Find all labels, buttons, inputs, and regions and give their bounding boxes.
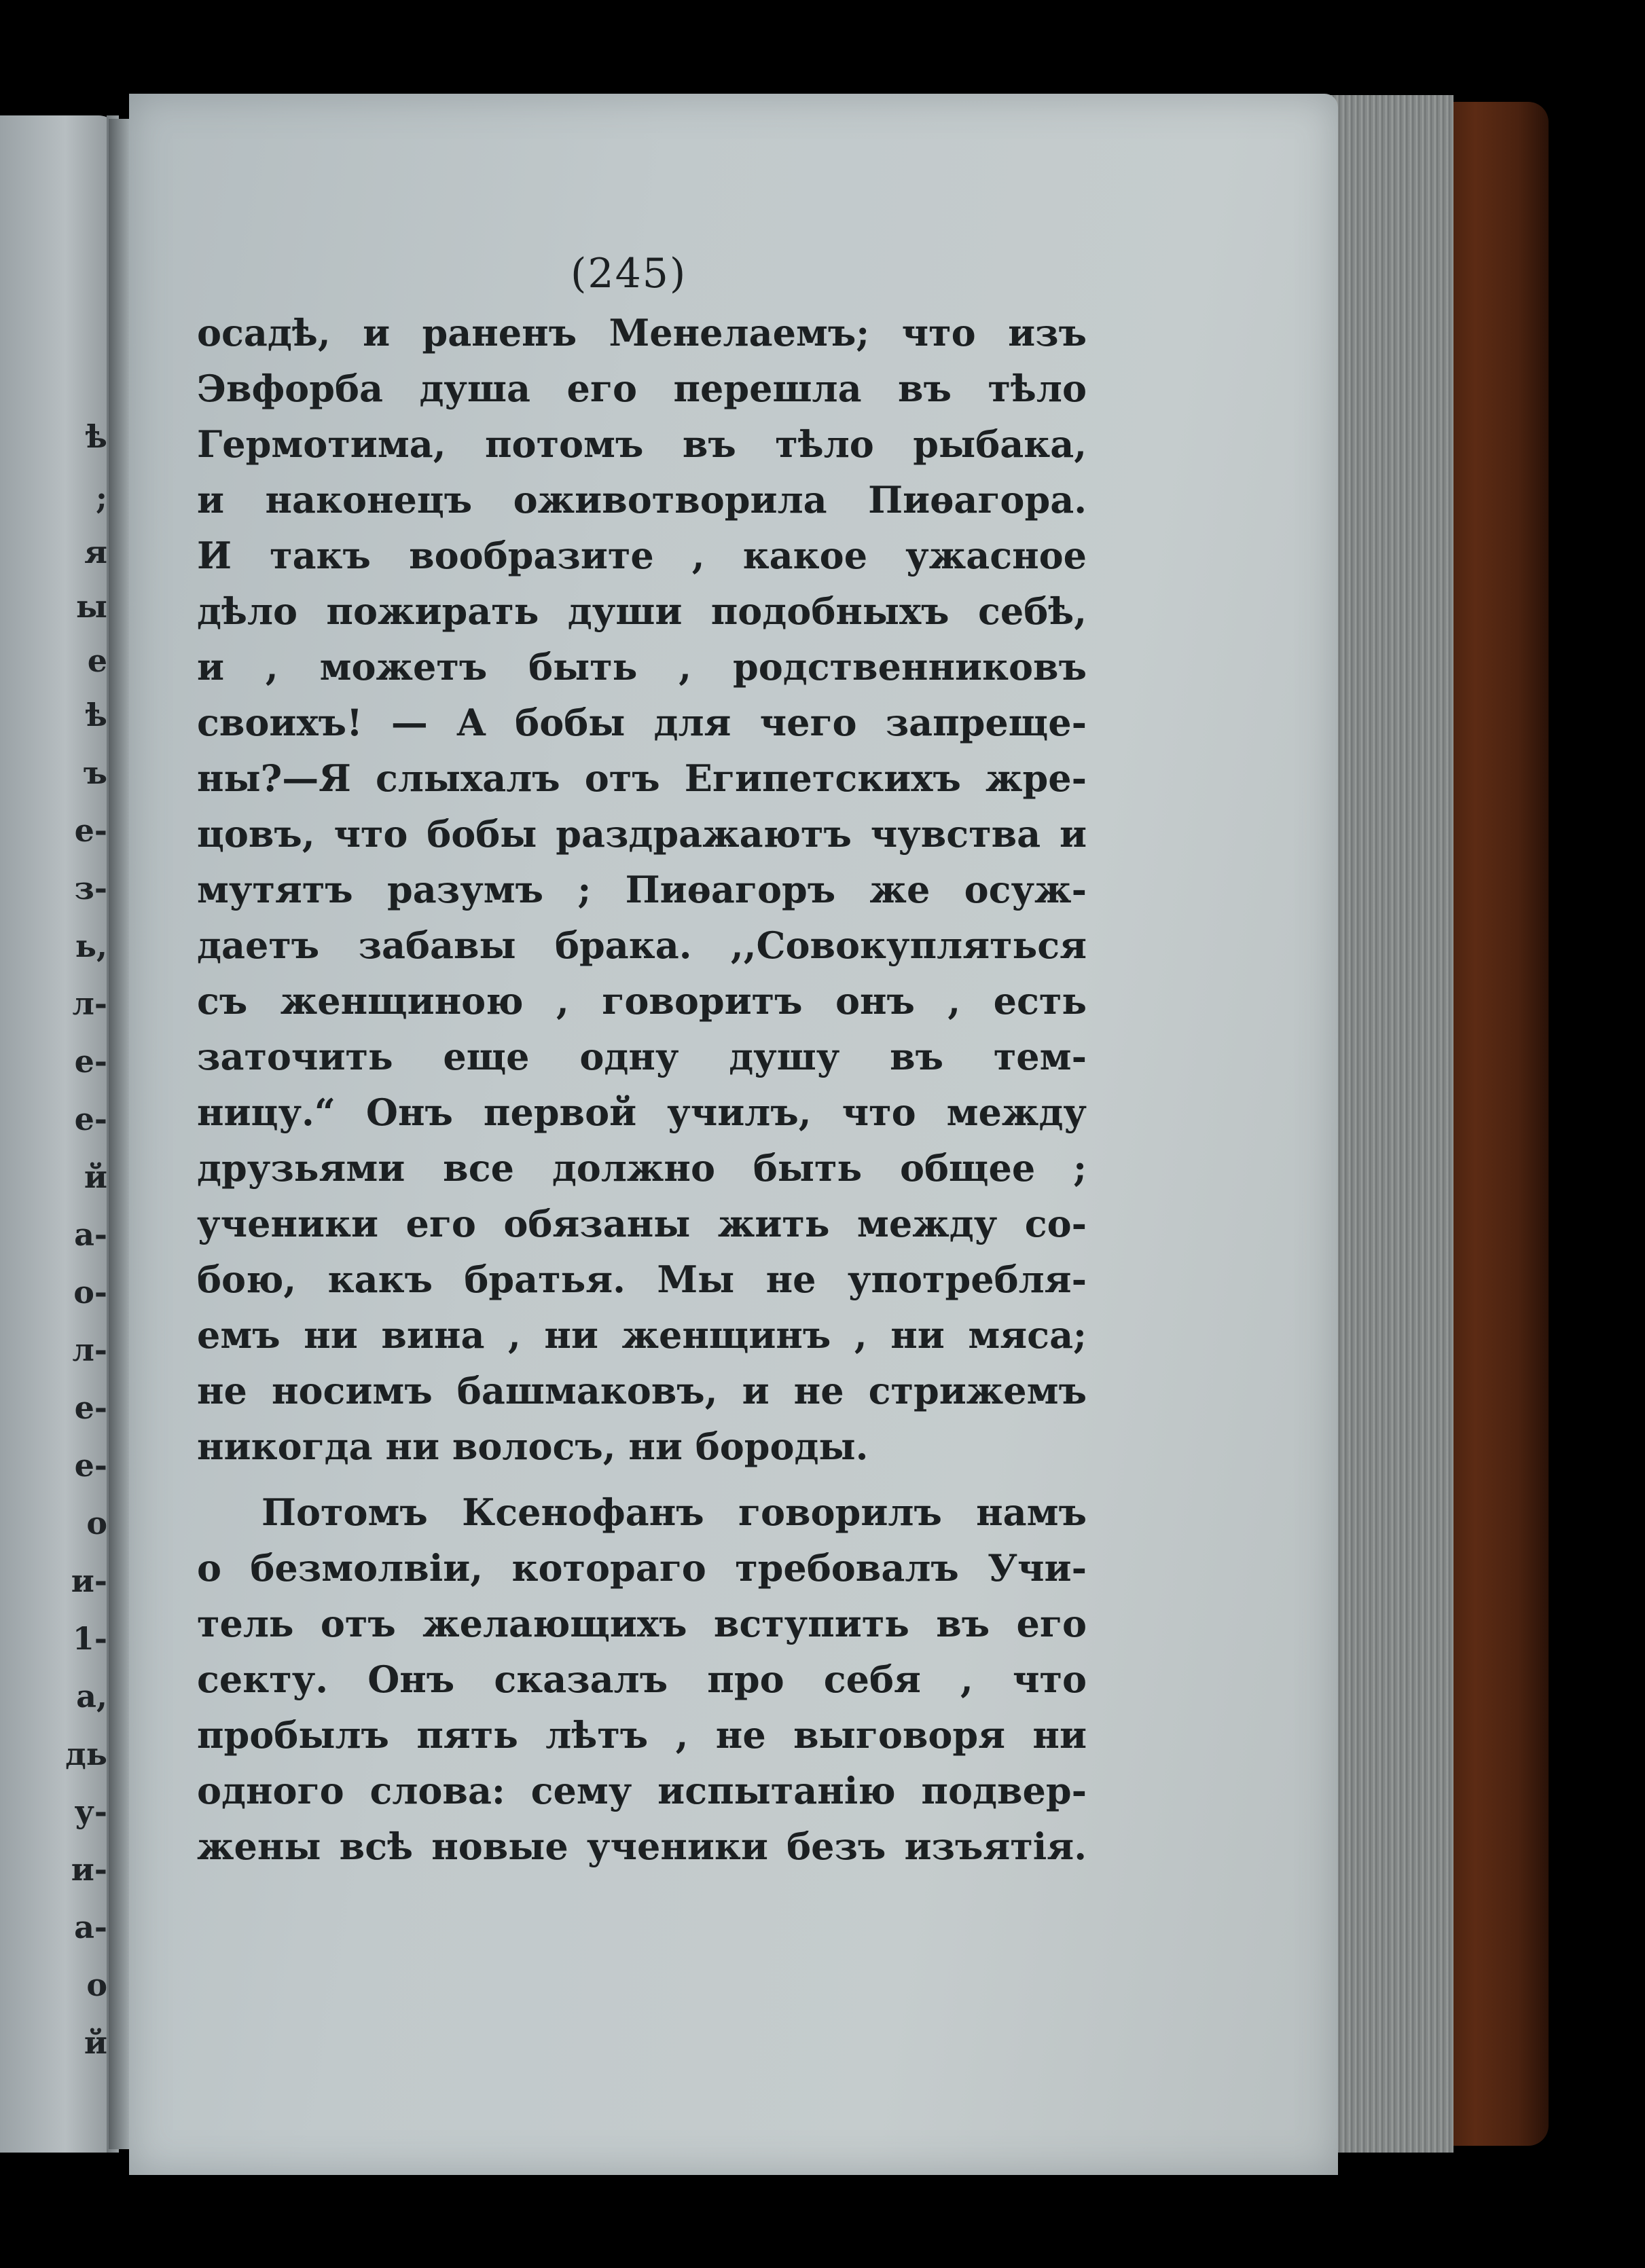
text-line: дѣло пожирать души подобныхъ себѣ,	[197, 589, 1087, 633]
left-facing-page	[0, 115, 119, 2153]
left-fragment: е-	[74, 812, 107, 849]
text-line: ны?—Я слыхалъ отъ Египетскихъ жре-	[197, 756, 1087, 800]
text-line: даетъ забавы брака. ,,Совокупляться	[197, 923, 1087, 967]
left-fragment: ы	[75, 588, 107, 625]
text-line: ницу.“ Онъ первой училъ, что между	[197, 1091, 1087, 1134]
left-fragment: дь	[65, 1736, 107, 1772]
text-line: И такъ вообразите , какое ужасное	[197, 534, 1087, 577]
text-line: осадѣ, и раненъ Менелаемъ; что изъ	[197, 311, 1087, 354]
left-fragment: о-	[73, 1274, 107, 1311]
left-fragment: л-	[72, 1332, 107, 1368]
left-fragment: а-	[74, 1909, 107, 1945]
left-fragment: о	[86, 1967, 107, 2003]
left-fragment: е-	[74, 1101, 107, 1137]
text-line: и , можетъ быть , родственниковъ	[197, 645, 1087, 689]
left-fragment: ѣ	[85, 418, 107, 455]
text-line: друзьями все должно быть общее ;	[197, 1146, 1087, 1190]
left-fragment: л-	[72, 985, 107, 1022]
text-line: емъ ни вина , ни женщинъ , ни мяса;	[197, 1313, 1087, 1357]
text-line: Гермотима, потомъ въ тѣло рыбака,	[197, 422, 1087, 466]
page-number: (245)	[571, 250, 687, 297]
text-line: мутятъ разумъ ; Пиѳагоръ же осуж-	[197, 868, 1087, 911]
text-line: цовъ, что бобы раздражаютъ чувства и	[197, 812, 1087, 856]
left-fragment: и-	[71, 1851, 107, 1888]
text-line: бою, какъ братья. Мы не употребля-	[197, 1258, 1087, 1301]
left-fragment: ъ	[83, 754, 107, 791]
left-fragment: и-	[71, 1562, 107, 1599]
left-fragment: й	[84, 1158, 107, 1195]
left-fragment: 1-	[72, 1620, 107, 1657]
left-fragment: ;	[96, 479, 107, 516]
text-line: о безмолвіи, котораго требовалъ Учи-	[197, 1546, 1087, 1590]
text-line: Эвфорба душа его перешла въ тѣло	[197, 367, 1087, 410]
text-line: одного слова: сему испытанію подвер-	[197, 1769, 1087, 1812]
text-line: никогда ни волосъ, ни бороды.	[197, 1425, 869, 1468]
left-fragment: ь,	[75, 928, 107, 964]
text-line: заточить еще одну душу въ тем-	[197, 1035, 1087, 1078]
left-fragment: е	[87, 642, 107, 679]
text-line: съ женщиною , говоритъ онъ , есть	[197, 979, 1087, 1023]
left-fragment: а,	[76, 1678, 107, 1715]
text-line: пробылъ пять лѣтъ , не выговоря ни	[197, 1713, 1087, 1757]
text-line: Потомъ Ксенофанъ говорилъ намъ	[261, 1490, 1087, 1534]
text-line: и наконецъ оживотворила Пиѳагора.	[197, 478, 1087, 522]
left-fragment: е-	[74, 1389, 107, 1426]
text-line: своихъ! — А бобы для чего запреще-	[197, 701, 1087, 744]
text-line: секту. Онъ сказалъ про себя , что	[197, 1658, 1087, 1701]
left-fragment: о	[86, 1505, 107, 1541]
text-line: жены всѣ новые ученики безъ изъятія.	[197, 1825, 1087, 1868]
left-fragment: ѣ	[85, 697, 107, 733]
left-fragment: а-	[74, 1216, 107, 1253]
left-fragment: е-	[74, 1447, 107, 1484]
left-fragment: з-	[74, 870, 107, 907]
left-fragment: й	[84, 2024, 107, 2061]
left-fragment: я	[84, 534, 107, 570]
text-line: тель отъ желающихъ вступить въ его	[197, 1602, 1087, 1645]
text-line: ученики его обязаны жить между со-	[197, 1202, 1087, 1245]
left-fragment: у-	[74, 1793, 107, 1830]
left-fragment: е-	[74, 1043, 107, 1080]
text-line: не носимъ башмаковъ, и не стрижемъ	[197, 1369, 1087, 1412]
